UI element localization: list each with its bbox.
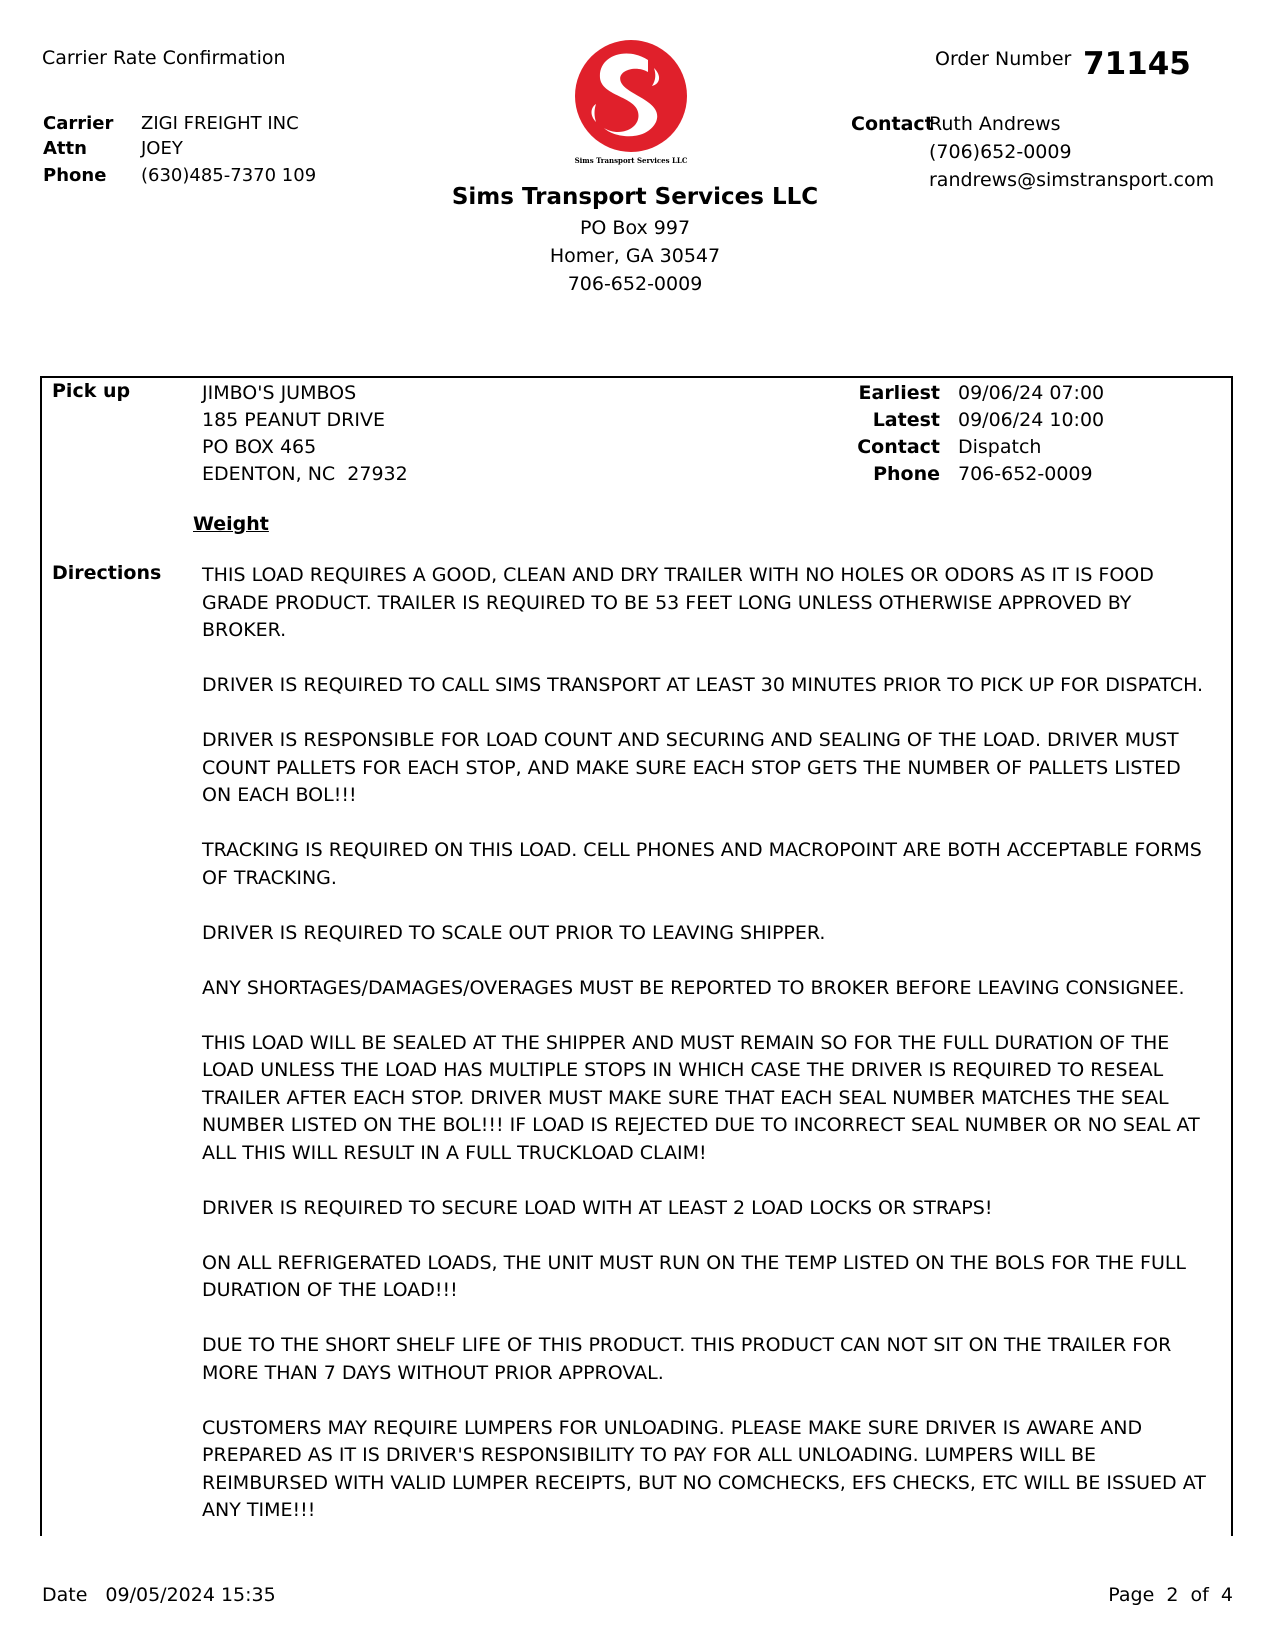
- order-number: 71145: [1083, 46, 1191, 82]
- pickup-address: [202, 380, 408, 488]
- earliest-value: 09/06/24 07:00: [958, 382, 1105, 404]
- direction-paragraph: DRIVER IS REQUIRED TO CALL SIMS TRANSPORT AT LEAST 30 MINUTES PRIOR TO PICK UP FOR DISPATCH.: [202, 674, 1204, 696]
- direction-paragraph: THIS LOAD WILL BE SEALED AT THE SHIPPER AND MUST REMAIN SO FOR THE FULL DURATION OF THE LOAD UNLESS THE LOAD HAS MULTIPLE STOPS IN WHICH CASE THE DRIVER IS REQUIRED TO RESEAL TRAILER AFTER EACH STOP. DRIVER MUST MAKE SURE THAT EACH SEAL NUMBER MATCHES THE SEAL NUMBER LISTED ON THE BOL!!! IF LOAD IS REJECTED DUE TO INCORRECT SEAL NUMBER OR NO SEAL AT ALL THIS WILL RESULT IN A FULL TRUCKLOAD CLAIM!: [202, 1031, 1200, 1164]
- pickup-street: 185 PEANUT DRIVE: [202, 409, 385, 431]
- company-name: Sims Transport Services LLC: [451, 184, 819, 210]
- pickup-contact-label: Contact: [857, 436, 940, 458]
- company-logo: [556, 38, 706, 170]
- contact-name: Ruth Andrews: [929, 113, 1061, 135]
- carrier-value: ZIGI FREIGHT INC: [141, 113, 299, 134]
- pickup-name: JIMBO'S JUMBOS: [202, 382, 357, 404]
- direction-paragraph: DRIVER IS RESPONSIBLE FOR LOAD COUNT AND SECURING AND SEALING OF THE LOAD. DRIVER MUST COUNT PALLETS FOR EACH STOP, AND MAKE SURE EACH STOP GETS THE NUMBER OF PALLETS LISTED ON EACH BOL!!!: [202, 729, 1181, 806]
- pickup-phone-label: Phone: [873, 463, 940, 485]
- pickup-pobox: PO BOX 465: [202, 436, 317, 458]
- carrier-phone-label: Phone: [43, 165, 107, 186]
- contact-email: randrews@simstransport.com: [929, 169, 1215, 191]
- carrier-info: [43, 113, 343, 193]
- direction-paragraph: CUSTOMERS MAY REQUIRE LUMPERS FOR UNLOADING. PLEASE MAKE SURE DRIVER IS AWARE AND PREPARED AS IT IS DRIVER'S RESPONSIBILITY TO PAY FOR ALL UNLOADING. LUMPERS WILL BE REIMBURSED WITH VALID LUMPER RECEIPTS, BUT NO COMCHECKS, EFS CHECKS, ETC WILL BE ISSUED AT ANY TIME!!!: [202, 1416, 1206, 1521]
- company-address-line2: Homer, GA 30547: [549, 245, 721, 267]
- pickup-times: [780, 380, 1200, 488]
- page-indicator: Page 2 of 4: [1108, 1584, 1233, 1606]
- footer-date: [42, 1584, 276, 1606]
- earliest-label: Earliest: [858, 382, 940, 404]
- attn-label: Attn: [43, 138, 87, 159]
- order-number-label: Order Number: [935, 48, 1072, 70]
- direction-paragraph: DUE TO THE SHORT SHELF LIFE OF THIS PRODUCT. THIS PRODUCT CAN NOT SIT ON THE TRAILER FOR MORE THAN 7 DAYS WITHOUT PRIOR APPROVAL.: [202, 1334, 1172, 1384]
- logo-s-icon: [556, 38, 706, 170]
- carrier-phone-value: (630)485-7370 109: [141, 165, 317, 186]
- date-label: Date: [42, 1584, 88, 1606]
- directions-text: [202, 562, 1212, 1552]
- pickup-label: Pick up: [52, 380, 131, 402]
- company-phone: 706-652-0009: [567, 273, 703, 295]
- pickup-city: EDENTON, NC 27932: [202, 463, 408, 485]
- company-address-line1: PO Box 997: [579, 217, 691, 239]
- logo-caption: Sims Transport Services LLC: [574, 156, 688, 165]
- directions-label: Directions: [52, 562, 162, 584]
- pickup-phone-value: 706-652-0009: [958, 463, 1093, 485]
- contact-phone: (706)652-0009: [929, 141, 1072, 163]
- document-title: Carrier Rate Confirmation: [42, 47, 286, 69]
- latest-value: 09/06/24 10:00: [958, 409, 1105, 431]
- direction-paragraph: THIS LOAD REQUIRES A GOOD, CLEAN AND DRY TRAILER WITH NO HOLES OR ODORS AS IT IS FOOD GRADE PRODUCT. TRAILER IS REQUIRED TO BE 53 FEET LONG UNLESS OTHERWISE APPROVED BY BROKER.: [202, 564, 1154, 641]
- carrier-label: Carrier: [43, 113, 114, 134]
- latest-label: Latest: [872, 409, 940, 431]
- contact-label: Contact: [851, 113, 934, 135]
- direction-paragraph: DRIVER IS REQUIRED TO SECURE LOAD WITH AT LEAST 2 LOAD LOCKS OR STRAPS!: [202, 1196, 993, 1219]
- weight-label: Weight: [193, 513, 269, 535]
- direction-paragraph: TRACKING IS REQUIRED ON THIS LOAD. CELL PHONES AND MACROPOINT ARE BOTH ACCEPTABLE FORMS OF TRACKING.: [202, 839, 1202, 889]
- attn-value: JOEY: [141, 138, 183, 159]
- pickup-contact-value: Dispatch: [958, 436, 1042, 458]
- direction-paragraph: ANY SHORTAGES/DAMAGES/OVERAGES MUST BE REPORTED TO BROKER BEFORE LEAVING CONSIGNEE.: [202, 976, 1185, 999]
- date-value: 09/05/2024 15:35: [105, 1584, 276, 1606]
- direction-paragraph: ON ALL REFRIGERATED LOADS, THE UNIT MUST RUN ON THE TEMP LISTED ON THE BOLS FOR THE FULL DURATION OF THE LOAD!!!: [202, 1251, 1187, 1301]
- direction-paragraph: DRIVER IS REQUIRED TO SCALE OUT PRIOR TO LEAVING SHIPPER.: [202, 921, 826, 944]
- company-info: [440, 180, 830, 298]
